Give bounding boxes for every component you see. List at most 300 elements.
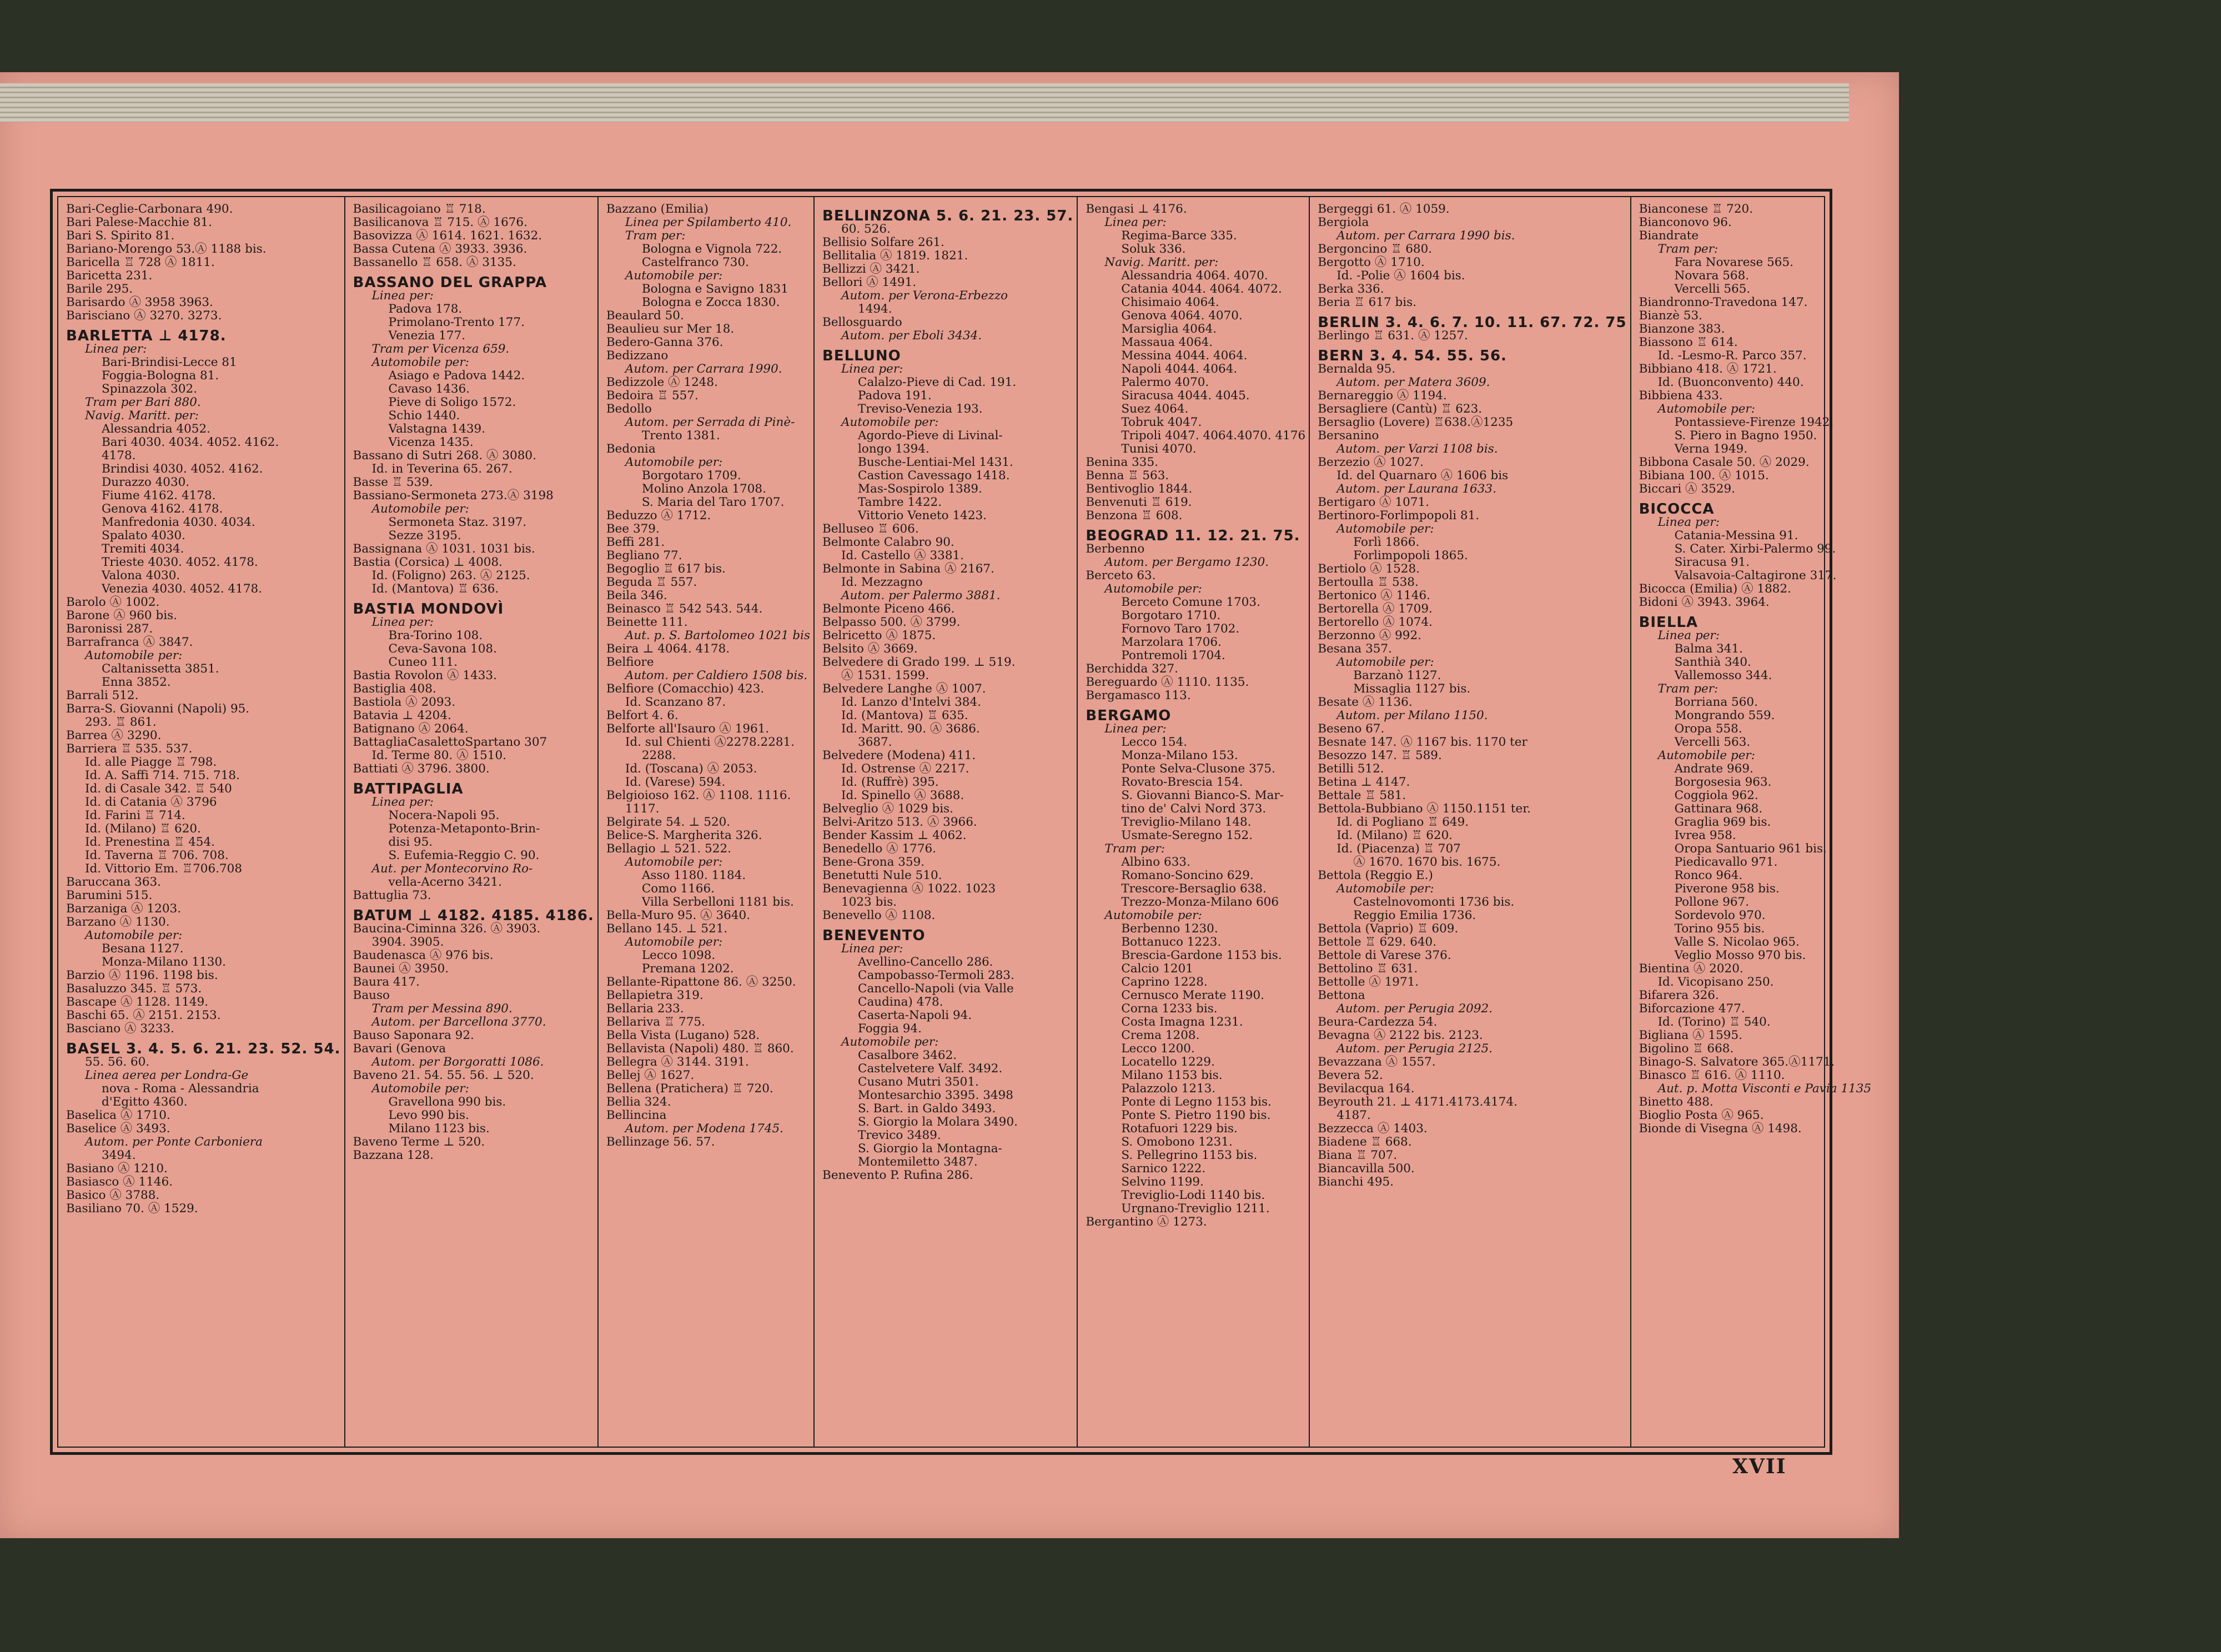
index-subentry: Autom. per Varzi 1108 bis. — [1336, 442, 1498, 456]
index-entry: Beduzzo Ⓐ 1712. — [606, 509, 711, 523]
index-subentry: Id. Vittorio Em. ♖706.708 — [85, 862, 243, 876]
index-subentry: Oropa 558. — [1674, 722, 1742, 736]
index-entry: Bevagna Ⓐ 2122 bis. 2123. — [1318, 1028, 1483, 1042]
index-entry: Bellitalia Ⓐ 1819. 1821. — [822, 249, 968, 263]
index-entry: Bettolle Ⓐ 1971. — [1318, 975, 1419, 989]
index-subentry: Marsiglia 4064. — [1121, 322, 1217, 336]
index-entry: Belvedere di Grado 199. ⊥ 519. — [822, 655, 1016, 669]
index-subentry: Alessandria 4064. 4070. — [1121, 269, 1268, 283]
index-subentry: Mongrando 559. — [1674, 709, 1775, 722]
index-subentry: Trento 1381. — [641, 429, 721, 443]
index-entry: Bari S. Spirito 81. — [66, 229, 175, 243]
index-entry: Basiasco Ⓐ 1146. — [66, 1175, 173, 1189]
index-subentry: Barzanò 1127. — [1353, 669, 1441, 682]
index-subentry: Automobile per: — [85, 649, 183, 662]
index-entry: Bauso Saponara 92. — [353, 1028, 474, 1042]
index-entry: Beura-Cardezza 54. — [1318, 1015, 1438, 1029]
index-subentry: Automobile per: — [1336, 655, 1434, 669]
index-subentry: 3687. — [858, 735, 892, 749]
index-subentry: Autom. per Modena 1745. — [625, 1122, 783, 1136]
index-subentry: Treviglio-Milano 148. — [1121, 815, 1252, 829]
index-subentry: Borriana 560. — [1674, 695, 1758, 709]
index-entry: Bellagio ⊥ 521. 522. — [606, 842, 732, 856]
index-subentry: d'Egitto 4360. — [102, 1095, 188, 1109]
index-subentry: Cavaso 1436. — [388, 382, 470, 396]
index-subentry: Avellino-Cancello 286. — [858, 955, 993, 969]
index-entry: Biadene ♖ 668. — [1318, 1135, 1412, 1149]
index-column — [58, 197, 345, 1447]
index-entry: Berbenno — [1086, 542, 1145, 556]
index-subentry: Bra-Torino 108. — [388, 629, 483, 642]
index-entry: Bevera 52. — [1318, 1068, 1383, 1082]
index-subentry: Molino Anzola 1708. — [641, 482, 766, 496]
index-subentry: Cernusco Merate 1190. — [1121, 988, 1264, 1002]
index-subentry: Id. Ostrense Ⓐ 2217. — [841, 762, 969, 776]
index-entry: Bellizzi Ⓐ 3421. — [822, 262, 920, 276]
index-subentry: Valstagna 1439. — [388, 422, 486, 436]
index-entry: Bertonico Ⓐ 1146. — [1318, 589, 1431, 602]
index-subentry: Tram per Messina 890. — [371, 1002, 512, 1016]
index-subentry: 3904. 3905. — [371, 935, 444, 949]
index-entry: Belricetto Ⓐ 1875. — [822, 629, 936, 642]
index-subentry: Linea per: — [841, 362, 903, 376]
index-entry: Bari-Ceglie-Carbonara 490. — [66, 202, 233, 216]
index-entry: Bertigaro Ⓐ 1071. — [1318, 495, 1430, 509]
index-subentry: Tobruk 4047. — [1121, 415, 1202, 429]
index-subentry: Vittorio Veneto 1423. — [858, 509, 987, 523]
index-subentry: 4178. — [102, 449, 136, 463]
index-subentry: Cuneo 111. — [388, 655, 458, 669]
index-subentry: S. Giorgio la Molara 3490. — [858, 1115, 1018, 1129]
index-heading: BIELLA — [1639, 614, 1699, 631]
index-entry: Bene-Grona 359. — [822, 855, 925, 869]
index-subentry: Lecco 154. — [1121, 735, 1188, 749]
index-entry: Belgioioso 162. Ⓐ 1108. 1116. — [606, 789, 791, 802]
index-subentry: Balma 341. — [1674, 642, 1743, 656]
index-subentry: Tram per: — [625, 229, 686, 243]
index-entry: Biana ♖ 707. — [1318, 1148, 1398, 1162]
index-subentry: Durazzo 4030. — [102, 475, 190, 489]
index-entry: Barisciano Ⓐ 3270. 3273. — [66, 309, 222, 323]
index-entry: Bergotto Ⓐ 1710. — [1318, 255, 1425, 269]
index-entry: Bidoni Ⓐ 3943. 3964. — [1639, 595, 1770, 609]
index-entry: Beinette 111. — [606, 615, 688, 629]
index-subentry: Brescia-Gardone 1153 bis. — [1121, 948, 1282, 962]
index-entry: Belvedere (Modena) 411. — [822, 749, 976, 762]
index-subentry: Spalato 4030. — [102, 529, 185, 543]
index-entry: Belpasso 500. Ⓐ 3799. — [822, 615, 961, 629]
index-entry: Bigliana Ⓐ 1595. — [1639, 1028, 1742, 1042]
index-subentry: Autom. per Serrada di Pinè- — [625, 415, 795, 429]
index-entry: Bioglio Posta Ⓐ 965. — [1639, 1108, 1764, 1122]
index-subentry: Id. in Teverina 65. 267. — [371, 462, 512, 476]
index-entry: Begliano 77. — [606, 549, 682, 563]
index-heading: BATUM ⊥ 4182. 4185. 4186. — [353, 907, 594, 924]
index-subentry: Autom. per Carrara 1990. — [625, 362, 782, 376]
index-subentry: Fornovo Taro 1702. — [1121, 622, 1240, 636]
index-heading: BEOGRAD 11. 12. 21. 75. — [1086, 528, 1300, 544]
index-subentry: Automobile per: — [1336, 882, 1434, 896]
index-subentry: Id. (Milano) ♖ 620. — [85, 822, 201, 836]
index-entry: Bertoulla ♖ 538. — [1318, 575, 1419, 589]
index-entry: Bari Palese-Macchie 81. — [66, 215, 212, 229]
index-subentry: Albino 633. — [1121, 855, 1190, 869]
index-subentry: 4187. — [1336, 1108, 1371, 1122]
index-heading: BERN 3. 4. 54. 55. 56. — [1318, 348, 1507, 364]
index-subentry: Id. Taverna ♖ 706. 708. — [85, 848, 229, 862]
index-entry: Bariano-Morengo 53.Ⓐ 1188 bis. — [66, 242, 267, 256]
index-entry: BattagliaCasalettoSpartano 307 — [353, 735, 547, 749]
index-subentry: Borgotaro 1710. — [1121, 609, 1221, 622]
index-subentry: Trezzo-Monza-Milano 606 — [1121, 895, 1279, 909]
index-subentry: Id. Farini ♖ 714. — [85, 809, 185, 822]
index-subentry: Linea per: — [1657, 515, 1720, 529]
index-subentry: Tremiti 4034. — [102, 542, 184, 556]
index-entry: Basiano Ⓐ 1210. — [66, 1162, 168, 1176]
index-subentry: Casalbore 3462. — [858, 1048, 957, 1062]
index-subentry: Autom. per Milano 1150. — [1336, 709, 1488, 722]
index-subentry: Vercelli 563. — [1674, 735, 1751, 749]
index-columns — [57, 196, 1872, 1448]
index-subentry: Graglia 969 bis. — [1674, 815, 1771, 829]
index-subentry: Crema 1208. — [1121, 1028, 1200, 1042]
index-heading: BERLIN 3. 4. 6. 7. 10. 11. 67. 72. 75 — [1318, 314, 1627, 331]
index-entry: Benzona ♖ 608. — [1086, 509, 1183, 523]
index-subentry: Treviso-Venezia 193. — [858, 402, 983, 416]
index-subentry: Milano 1153 bis. — [1121, 1068, 1223, 1082]
index-entry: Betina ⊥ 4147. — [1318, 775, 1410, 789]
index-subentry: Ronco 964. — [1674, 868, 1743, 882]
index-subentry: Fiume 4162. 4178. — [102, 489, 216, 503]
index-subentry: Soluk 336. — [1121, 242, 1186, 256]
index-subentry: Agordo-Pieve di Livinal- — [858, 429, 1003, 443]
index-column — [1310, 197, 1631, 1447]
index-entry: Bionde di Visegna Ⓐ 1498. — [1639, 1122, 1802, 1136]
index-entry: Barra-S. Giovanni (Napoli) 95. — [66, 702, 250, 716]
index-subentry: Automobile per: — [625, 935, 723, 949]
index-entry: Bezzecca Ⓐ 1403. — [1318, 1122, 1428, 1136]
index-subentry: Bologna e Savigno 1831 — [641, 282, 788, 296]
index-subentry: Massaua 4064. — [1121, 335, 1213, 349]
index-subentry: Foggia-Bologna 81. — [102, 369, 219, 383]
index-entry: Belfort 4. 6. — [606, 709, 679, 722]
index-subentry: Trescore-Bersaglio 638. — [1121, 882, 1267, 896]
index-subentry: Schio 1440. — [388, 409, 460, 423]
index-column — [1078, 197, 1310, 1447]
index-subentry: Valona 4030. — [102, 569, 180, 583]
index-subentry: Levo 990 bis. — [388, 1108, 469, 1122]
index-subentry: S. Giovanni Bianco-S. Mar- — [1121, 789, 1284, 802]
index-entry: Bazzana 128. — [353, 1148, 434, 1162]
index-subentry: Ponte S. Pietro 1190 bis. — [1121, 1108, 1271, 1122]
index-subentry: Venezia 177. — [388, 329, 466, 343]
index-entry: Bastiola Ⓐ 2093. — [353, 695, 456, 709]
index-entry: Basilicanova ♖ 715. Ⓐ 1676. — [353, 215, 527, 229]
index-subentry: Verna 1949. — [1674, 442, 1748, 456]
index-entry: Bettole di Varese 376. — [1318, 948, 1451, 962]
index-entry: Bergoncino ♖ 680. — [1318, 242, 1433, 256]
index-subentry: Linea per: — [1104, 215, 1167, 229]
index-entry: Berzonno Ⓐ 992. — [1318, 629, 1421, 642]
index-subentry: Id. sul Chienti Ⓐ2278.2281. — [625, 735, 795, 749]
index-entry: Biassono ♖ 614. — [1639, 335, 1738, 349]
index-subentry: Tram per: — [1104, 842, 1165, 856]
index-subentry: Automobile per: — [625, 855, 723, 869]
index-subentry: Tram per: — [1657, 242, 1718, 256]
index-subentry: Lecco 1098. — [641, 948, 716, 962]
index-subentry: Gravellona 990 bis. — [388, 1095, 506, 1109]
index-entry: Batignano Ⓐ 2064. — [353, 722, 469, 736]
index-subentry: Valle S. Nicolao 965. — [1674, 935, 1800, 949]
index-subentry: Sordevolo 970. — [1674, 908, 1766, 922]
index-entry: Basciano Ⓐ 3233. — [66, 1022, 174, 1036]
index-entry: Berka 336. — [1318, 282, 1384, 296]
index-entry: Belmonte Piceno 466. — [822, 602, 955, 616]
index-subentry: 1117. — [625, 802, 660, 816]
index-subentry: Automobile per: — [371, 1082, 469, 1096]
index-subentry: Id. (Mantova) ♖ 635. — [841, 709, 968, 722]
index-entry: Biforcazione 477. — [1639, 1002, 1745, 1016]
index-subentry: Premana 1202. — [641, 962, 734, 976]
index-subentry: Regima-Barce 335. — [1121, 229, 1237, 243]
index-subentry: Catania 4044. 4064. 4072. — [1121, 282, 1282, 296]
index-entry: Beyrouth 21. ⊥ 4171.4173.4174. — [1318, 1095, 1517, 1109]
index-subentry: Pontremoli 1704. — [1121, 649, 1225, 662]
index-subentry: Autom. per Palermo 3881. — [841, 589, 1001, 602]
index-entry: Bellegra Ⓐ 3144. 3191. — [606, 1055, 749, 1069]
index-subentry: S. Giorgio la Montagna- — [858, 1142, 1002, 1156]
index-subentry: Id. Prenestina ♖ 454. — [85, 835, 215, 849]
index-subentry: Autom. per Perugia 2092. — [1336, 1002, 1493, 1016]
index-entry: Baura 417. — [353, 975, 420, 989]
index-entry: Beira ⊥ 4064. 4178. — [606, 642, 730, 656]
index-entry: Bassa Cutena Ⓐ 3933. 3936. — [353, 242, 527, 256]
index-column — [345, 197, 599, 1447]
index-entry: Bedero-Ganna 376. — [606, 335, 723, 349]
index-entry: Benevagienna Ⓐ 1022. 1023 — [822, 882, 996, 896]
index-entry: Bastia Rovolon Ⓐ 1433. — [353, 669, 497, 682]
index-entry: Belvi-Aritzo 513. Ⓐ 3966. — [822, 815, 977, 829]
index-subentry: 55. 56. 60. — [85, 1055, 150, 1069]
index-entry: Benna ♖ 563. — [1086, 469, 1169, 483]
index-heading: BASEL 3. 4. 5. 6. 21. 23. 52. 54. — [66, 1041, 341, 1057]
index-entry: Barile 295. — [66, 282, 133, 296]
index-subentry: Cusano Mutri 3501. — [858, 1075, 979, 1089]
index-entry: Barrea Ⓐ 3290. — [66, 729, 162, 742]
index-entry: Bettole ♖ 629. 640. — [1318, 935, 1437, 949]
index-subentry: Pieve di Soligo 1572. — [388, 395, 516, 409]
index-subentry: Borgosesia 963. — [1674, 775, 1772, 789]
index-subentry: tino de' Calvi Nord 373. — [1121, 802, 1267, 816]
index-subentry: Torino 955 bis. — [1674, 922, 1765, 936]
index-subentry: Id. Maritt. 90. Ⓐ 3686. — [841, 722, 980, 736]
index-entry: Bender Kassim ⊥ 4062. — [822, 828, 967, 842]
index-subentry: Nocera-Napoli 95. — [388, 809, 500, 822]
index-entry: Baricetta 231. — [66, 269, 153, 283]
index-entry: Barzano Ⓐ 1130. — [66, 915, 170, 929]
index-subentry: Pollone 967. — [1674, 895, 1750, 909]
index-subentry: Linea per: — [1104, 722, 1167, 736]
index-heading: BELLINZONA 5. 6. 21. 23. 57. — [822, 208, 1074, 224]
index-subentry: Automobile per: — [1336, 522, 1434, 536]
index-entry: Belvedere Langhe Ⓐ 1007. — [822, 682, 986, 696]
index-entry: Barzaniga Ⓐ 1203. — [66, 902, 182, 916]
index-subentry: Como 1166. — [641, 882, 715, 896]
index-entry: Bergantino Ⓐ 1273. — [1086, 1215, 1207, 1229]
index-subentry: Manfredonia 4030. 4034. — [102, 515, 255, 529]
index-entry: Bellia 324. — [606, 1095, 671, 1109]
index-subentry: Oropa Santuario 961 bis. — [1674, 842, 1827, 856]
index-entry: Barrafranca Ⓐ 3847. — [66, 635, 193, 649]
index-subentry: Castelvetere Valf. 3492. — [858, 1062, 1003, 1076]
index-entry: Bellaria 233. — [606, 1002, 684, 1016]
index-entry: Barzio Ⓐ 1196. 1198 bis. — [66, 968, 218, 982]
index-subentry: Autom. per Bergamo 1230. — [1104, 555, 1269, 569]
index-heading: BELLUNO — [822, 348, 901, 364]
index-entry: Biandronno-Travedona 147. — [1639, 295, 1808, 309]
index-entry: Bellincina — [606, 1108, 667, 1122]
index-subentry: Tunisi 4070. — [1121, 442, 1197, 456]
index-entry: Bevazzana Ⓐ 1557. — [1318, 1055, 1436, 1069]
index-subentry: Marzolara 1706. — [1121, 635, 1222, 649]
index-subentry: Linea per: — [371, 289, 434, 303]
index-entry: Belforte all'Isauro Ⓐ 1961. — [606, 722, 770, 736]
index-heading: BICOCCA — [1639, 501, 1715, 518]
index-entry: Bibbiena 433. — [1639, 389, 1723, 403]
index-entry: Belgirate 54. ⊥ 520. — [606, 815, 731, 829]
index-subentry: Milano 1123 bis. — [388, 1122, 490, 1136]
index-subentry: S. Bart. in Galdo 3493. — [858, 1102, 996, 1116]
index-subentry: Monza-Milano 1130. — [102, 955, 226, 969]
index-entry: Belfiore — [606, 655, 654, 669]
index-subentry: Sezze 3195. — [388, 529, 461, 543]
index-subentry: Id. Spinello Ⓐ 3688. — [841, 789, 964, 802]
index-subentry: Id. alle Piagge ♖ 798. — [85, 755, 217, 769]
index-entry: Binetto 488. — [1639, 1095, 1714, 1109]
index-subentry: Borgotaro 1709. — [641, 469, 741, 483]
index-entry: Biccari Ⓐ 3529. — [1639, 482, 1736, 496]
index-subentry: Id. Scanzano 87. — [625, 695, 726, 709]
index-entry: Benvenuti ♖ 619. — [1086, 495, 1192, 509]
index-entry: Betilli 512. — [1318, 762, 1384, 776]
index-subentry: Autom. per Laurana 1633. — [1336, 482, 1496, 496]
index-subentry: Autom. per Caldiero 1508 bis. — [625, 669, 808, 682]
index-entry: Belveglio Ⓐ 1029 bis. — [822, 802, 953, 816]
index-subentry: 293. ♖ 861. — [85, 715, 157, 729]
index-subentry: Sarnico 1222. — [1121, 1162, 1206, 1176]
index-subentry: Automobile per: — [841, 415, 939, 429]
index-entry: Baselica Ⓐ 1710. — [66, 1108, 170, 1122]
index-entry: Bellena (Pratichera) ♖ 720. — [606, 1082, 773, 1096]
index-subentry: Potenza-Metaponto-Brin- — [388, 822, 540, 836]
index-entry: Barumini 515. — [66, 888, 153, 902]
index-entry: Basiliano 70. Ⓐ 1529. — [66, 1202, 198, 1216]
index-subentry: Ivrea 958. — [1674, 828, 1736, 842]
index-subentry: 1494. — [858, 302, 892, 316]
index-entry: Bellapietra 319. — [606, 988, 704, 1002]
index-entry: Bellisio Solfare 261. — [822, 235, 944, 249]
index-entry: Bassanello ♖ 658. Ⓐ 3135. — [353, 255, 516, 269]
index-entry: Bellinzage 56. 57. — [606, 1135, 715, 1149]
index-subentry: Bologna e Vignola 722. — [641, 242, 782, 256]
index-subentry: Foggia 94. — [858, 1022, 922, 1036]
index-subentry: Coggiola 962. — [1674, 789, 1758, 802]
index-subentry: Tambre 1422. — [858, 495, 942, 509]
index-entry: Baunei Ⓐ 3950. — [353, 962, 449, 976]
index-subentry: Ponte Selva-Clusone 375. — [1121, 762, 1275, 776]
index-entry: Bedizzole Ⓐ 1248. — [606, 375, 718, 389]
index-subentry: Padova 191. — [858, 389, 932, 403]
index-subentry: Caprino 1228. — [1121, 975, 1208, 989]
index-entry: Bianzè 53. — [1639, 309, 1702, 323]
index-entry: Bastia (Corsica) ⊥ 4008. — [353, 555, 503, 569]
index-entry: Bertorello Ⓐ 1074. — [1318, 615, 1433, 629]
index-entry: Baveno Terme ⊥ 520. — [353, 1135, 485, 1149]
index-subentry: Novara 568. — [1674, 269, 1750, 283]
index-entry: Bastiglia 408. — [353, 682, 436, 696]
index-entry: Barrali 512. — [66, 689, 139, 702]
index-entry: Baschi 65. Ⓐ 2151. 2153. — [66, 1008, 221, 1022]
index-heading: BARLETTA ⊥ 4178. — [66, 328, 227, 344]
index-subentry: Id. del Quarnaro Ⓐ 1606 bis — [1336, 469, 1509, 483]
index-subentry: Id. Lanzo d'Intelvi 384. — [841, 695, 981, 709]
index-entry: Bergiola — [1318, 215, 1369, 229]
index-entry: Bauso — [353, 988, 390, 1002]
index-subentry: S. Omobono 1231. — [1121, 1135, 1233, 1149]
index-entry: Belice-S. Margherita 326. — [606, 828, 762, 842]
index-subentry: Mas-Sospirolo 1389. — [858, 482, 982, 496]
index-subentry: Sermoneta Staz. 3197. — [388, 515, 527, 529]
index-entry: Beinasco ♖ 542 543. 544. — [606, 602, 763, 616]
index-subentry: Palazzolo 1213. — [1121, 1082, 1216, 1096]
index-entry: Bettale ♖ 581. — [1318, 789, 1406, 802]
index-entry: Bersagliere (Cantù) ♖ 623. — [1318, 402, 1483, 416]
index-subentry: Brindisi 4030. 4052. 4162. — [102, 462, 263, 476]
index-heading: BENEVENTO — [822, 927, 926, 944]
index-entry: Bengasi ⊥ 4176. — [1086, 202, 1187, 216]
index-heading: BERGAMO — [1086, 707, 1172, 724]
index-subentry: Automobile per: — [841, 1035, 939, 1049]
index-subentry: Treviglio-Lodi 1140 bis. — [1121, 1188, 1265, 1202]
index-subentry: Linea per: — [841, 942, 903, 956]
index-subentry: Messina 4044. 4064. — [1121, 349, 1248, 363]
index-entry: Bettolino ♖ 631. — [1318, 962, 1418, 976]
index-subentry: Genova 4162. 4178. — [102, 502, 223, 516]
index-subentry: Navig. Maritt. per: — [1104, 255, 1219, 269]
index-subentry: Id. di Catania Ⓐ 3796 — [85, 795, 217, 809]
index-subentry: 1023 bis. — [841, 895, 897, 909]
index-subentry: Villa Serbelloni 1181 bis. — [641, 895, 794, 909]
index-subentry: Linea per: — [1657, 629, 1720, 642]
index-entry: Bifarera 326. — [1639, 988, 1719, 1002]
index-entry: Besana 357. — [1318, 642, 1392, 656]
index-heading: BATTIPAGLIA — [353, 781, 464, 797]
index-entry: Bibiana 100. Ⓐ 1015. — [1639, 469, 1769, 483]
index-subentry: Autom. per Perugia 2125. — [1336, 1042, 1493, 1056]
index-subentry: Lecco 1200. — [1121, 1042, 1195, 1056]
index-subentry: Cancello-Napoli (via Valle — [858, 982, 1014, 996]
index-subentry: Busche-Lentiai-Mel 1431. — [858, 455, 1013, 469]
index-entry: Bianzone 383. — [1639, 322, 1725, 336]
index-entry: Baveno 21. 54. 55. 56. ⊥ 520. — [353, 1068, 534, 1082]
index-entry: Barone Ⓐ 960 bis. — [66, 609, 177, 622]
index-entry: Baselice Ⓐ 3493. — [66, 1122, 170, 1136]
index-heading: BASTIA MONDOVÌ — [353, 601, 504, 617]
index-subentry: Alessandria 4052. — [102, 422, 210, 436]
index-entry: Bianchi 495. — [1318, 1175, 1394, 1189]
index-subentry: Bottanuco 1223. — [1121, 935, 1222, 949]
index-entry: Baudenasca Ⓐ 976 bis. — [353, 948, 494, 962]
